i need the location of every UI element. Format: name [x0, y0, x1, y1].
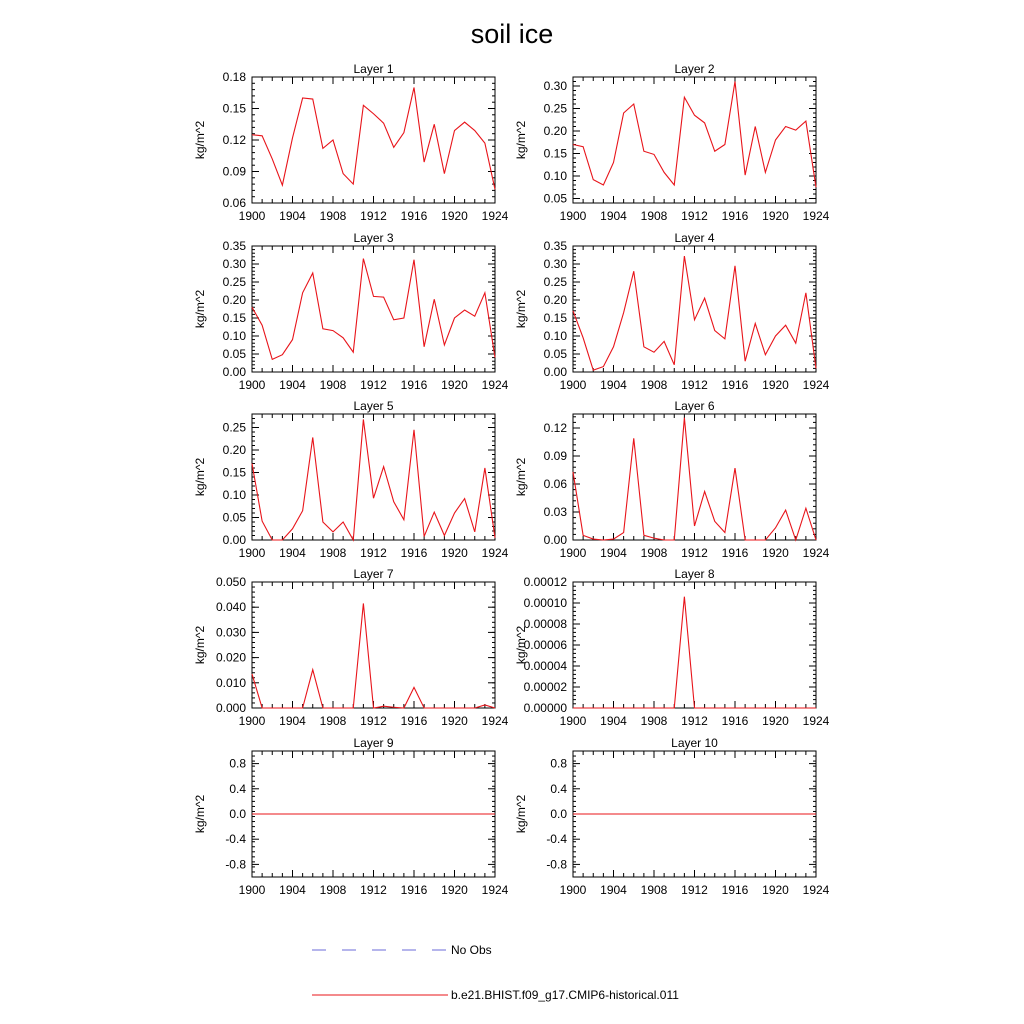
x-tick-label: 1916 — [721, 714, 749, 728]
y-tick-label: -0.4 — [546, 832, 567, 847]
y-tick-label: 0.30 — [543, 257, 567, 271]
y-tick-label: 0.00002 — [523, 680, 567, 694]
y-tick-label: 0.06 — [222, 196, 246, 210]
panel-title: Layer 1 — [353, 62, 394, 76]
y-tick-label: -0.8 — [225, 857, 246, 872]
x-tick-label: 1908 — [640, 883, 668, 897]
x-tick-label: 1920 — [441, 714, 468, 728]
x-tick-label: 1916 — [400, 209, 428, 223]
y-tick-label: 0.05 — [543, 191, 567, 206]
plot-frame — [252, 582, 495, 708]
y-tick-label: 0.05 — [222, 510, 246, 525]
x-tick-label: 1916 — [721, 883, 749, 897]
panel-layer-3 — [193, 231, 509, 392]
y-tick-label: -0.8 — [546, 857, 567, 872]
panel-title: Layer 2 — [674, 62, 715, 76]
x-tick-label: 1912 — [681, 209, 708, 223]
panels-group — [193, 62, 830, 897]
y-axis-label: kg/m^2 — [514, 625, 528, 665]
x-tick-label: 1904 — [279, 546, 306, 560]
chart-title: soil ice — [470, 19, 554, 49]
y-tick-label: 0.10 — [543, 329, 567, 343]
legend-model-label: b.e21.BHIST.f09_g17.CMIP6-historical.011 — [451, 988, 679, 1002]
series-line — [252, 259, 495, 360]
x-tick-label: 1924 — [802, 378, 830, 392]
series-line — [252, 603, 495, 708]
x-tick-label: 1908 — [319, 714, 347, 728]
x-tick-label: 1916 — [400, 883, 428, 897]
panel-title: Layer 9 — [353, 736, 394, 750]
y-tick-label: 0.00 — [222, 533, 246, 547]
y-axis-label: kg/m^2 — [193, 625, 207, 665]
series-line — [252, 419, 495, 540]
x-tick-label: 1904 — [600, 546, 627, 560]
y-tick-label: 0.00 — [222, 365, 246, 379]
y-tick-label: 0.050 — [215, 575, 246, 589]
y-tick-label: 0.05 — [222, 347, 246, 361]
x-tick-label: 1924 — [481, 378, 509, 392]
panel-title: Layer 6 — [674, 399, 715, 413]
y-tick-label: 0.25 — [543, 275, 567, 289]
y-tick-label: 0.10 — [222, 329, 246, 343]
plot-frame — [573, 246, 816, 372]
x-tick-label: 1900 — [238, 714, 266, 728]
x-tick-label: 1916 — [721, 209, 749, 223]
x-tick-label: 1900 — [559, 546, 587, 560]
y-axis-label: kg/m^2 — [193, 457, 207, 497]
y-tick-label: 0.10 — [543, 169, 567, 183]
y-tick-label: 0.15 — [222, 465, 246, 480]
plot-frame — [573, 77, 816, 203]
legend — [312, 943, 679, 1002]
panel-title: Layer 5 — [353, 399, 394, 413]
panel-layer-4 — [514, 231, 830, 392]
x-tick-label: 1904 — [279, 714, 306, 728]
y-tick-label: 0.12 — [222, 133, 246, 147]
x-tick-label: 1912 — [681, 883, 708, 897]
x-tick-label: 1908 — [319, 546, 347, 560]
x-tick-label: 1912 — [681, 546, 708, 560]
y-tick-label: 0.000 — [215, 701, 246, 715]
x-tick-label: 1924 — [481, 546, 509, 560]
series-line — [573, 597, 816, 708]
y-tick-label: 0.20 — [543, 124, 567, 138]
y-axis-label: kg/m^2 — [514, 120, 528, 160]
x-tick-label: 1916 — [400, 378, 428, 392]
x-tick-label: 1900 — [559, 378, 587, 392]
y-tick-label: -0.4 — [225, 832, 246, 847]
x-tick-label: 1920 — [441, 546, 468, 560]
panel-layer-6 — [514, 399, 830, 560]
y-tick-label: 0.15 — [543, 146, 567, 161]
y-tick-label: 0.15 — [543, 311, 567, 325]
y-tick-label: 0.010 — [215, 675, 246, 690]
y-axis-label: kg/m^2 — [514, 457, 528, 497]
y-tick-label: 0.00 — [543, 533, 567, 547]
y-tick-label: 0.25 — [222, 420, 246, 435]
x-tick-label: 1920 — [441, 883, 468, 897]
x-tick-label: 1912 — [360, 883, 387, 897]
y-tick-label: 0.20 — [543, 293, 567, 307]
x-tick-label: 1920 — [441, 378, 468, 392]
y-tick-label: 0.10 — [222, 488, 246, 502]
plot-frame — [252, 414, 495, 540]
y-tick-label: 0.25 — [222, 275, 246, 289]
x-tick-label: 1900 — [238, 209, 266, 223]
x-tick-label: 1912 — [360, 714, 387, 728]
panel-layer-10 — [514, 736, 830, 897]
x-tick-label: 1904 — [600, 714, 627, 728]
x-tick-label: 1900 — [559, 209, 587, 223]
panel-title: Layer 3 — [353, 231, 394, 245]
y-tick-label: 0.09 — [543, 449, 567, 463]
x-tick-label: 1912 — [681, 714, 708, 728]
y-tick-label: 0.00004 — [523, 659, 567, 673]
x-tick-label: 1904 — [600, 883, 627, 897]
x-tick-label: 1900 — [238, 378, 266, 392]
y-axis-label: kg/m^2 — [514, 794, 528, 834]
x-tick-label: 1916 — [721, 378, 749, 392]
y-tick-label: 0.35 — [543, 239, 567, 253]
y-tick-label: 0.8 — [229, 756, 246, 771]
panel-layer-5 — [193, 399, 509, 560]
y-tick-label: 0.0 — [550, 807, 567, 821]
x-tick-label: 1912 — [681, 378, 708, 392]
y-tick-label: 0.00006 — [523, 638, 567, 652]
y-tick-label: 0.4 — [550, 781, 567, 796]
y-tick-label: 0.00000 — [523, 701, 567, 715]
x-tick-label: 1908 — [640, 714, 668, 728]
panel-title: Layer 4 — [674, 231, 715, 245]
y-tick-label: 0.18 — [222, 70, 246, 84]
x-tick-label: 1912 — [360, 546, 387, 560]
y-axis-label: kg/m^2 — [193, 794, 207, 834]
series-line — [252, 88, 495, 190]
x-tick-label: 1924 — [802, 546, 830, 560]
x-tick-label: 1908 — [640, 546, 668, 560]
panel-layer-7 — [193, 567, 509, 728]
y-tick-label: 0.20 — [222, 293, 246, 307]
y-tick-label: 0.00010 — [523, 596, 567, 610]
y-tick-label: 0.020 — [215, 650, 246, 665]
y-tick-label: 0.03 — [543, 505, 567, 519]
y-tick-label: 0.09 — [222, 164, 246, 179]
x-tick-label: 1924 — [481, 209, 509, 223]
panel-layer-8 — [514, 567, 830, 728]
x-tick-label: 1904 — [600, 209, 627, 223]
x-tick-label: 1916 — [400, 714, 428, 728]
x-tick-label: 1920 — [762, 378, 789, 392]
x-tick-label: 1924 — [802, 883, 830, 897]
x-tick-label: 1924 — [802, 714, 830, 728]
x-tick-label: 1900 — [238, 883, 266, 897]
panel-title: Layer 8 — [674, 567, 715, 581]
plot-frame — [252, 77, 495, 203]
x-tick-label: 1900 — [559, 883, 587, 897]
panel-title: Layer 10 — [671, 736, 718, 750]
y-tick-label: 0.30 — [222, 257, 246, 271]
legend-no-obs-label: No Obs — [451, 943, 492, 957]
y-tick-label: 0.15 — [222, 311, 246, 325]
x-tick-label: 1904 — [279, 883, 306, 897]
x-tick-label: 1920 — [441, 209, 468, 223]
x-tick-label: 1920 — [762, 546, 789, 560]
x-tick-label: 1908 — [319, 378, 347, 392]
y-tick-label: 0.05 — [543, 347, 567, 361]
y-tick-label: 0.35 — [222, 239, 246, 253]
x-tick-label: 1908 — [319, 209, 347, 223]
x-tick-label: 1912 — [360, 378, 387, 392]
plot-frame — [573, 582, 816, 708]
y-tick-label: 0.4 — [229, 781, 246, 796]
x-tick-label: 1904 — [279, 378, 306, 392]
y-tick-label: 0.030 — [215, 625, 246, 640]
panel-layer-9 — [193, 736, 509, 897]
x-tick-label: 1908 — [319, 883, 347, 897]
x-tick-label: 1924 — [481, 883, 509, 897]
y-tick-label: 0.00008 — [523, 617, 567, 631]
x-tick-label: 1900 — [238, 546, 266, 560]
y-tick-label: 0.30 — [543, 79, 567, 93]
y-tick-label: 0.06 — [543, 477, 567, 491]
x-tick-label: 1904 — [600, 378, 627, 392]
y-tick-label: 0.00 — [543, 365, 567, 379]
series-line — [573, 418, 816, 540]
x-tick-label: 1916 — [400, 546, 428, 560]
x-tick-label: 1908 — [640, 378, 668, 392]
y-axis-label: kg/m^2 — [193, 120, 207, 160]
series-line — [573, 256, 816, 370]
y-tick-label: 0.040 — [215, 600, 246, 615]
y-tick-label: 0.12 — [543, 421, 567, 435]
x-tick-label: 1904 — [279, 209, 306, 223]
y-axis-label: kg/m^2 — [514, 289, 528, 329]
y-tick-label: 0.15 — [222, 101, 246, 116]
y-tick-label: 0.00012 — [523, 575, 567, 589]
x-tick-label: 1924 — [802, 209, 830, 223]
y-tick-label: 0.25 — [543, 101, 567, 116]
x-tick-label: 1920 — [762, 209, 789, 223]
x-tick-label: 1916 — [721, 546, 749, 560]
x-tick-label: 1912 — [360, 209, 387, 223]
series-line — [573, 82, 816, 188]
panel-layer-2 — [514, 62, 830, 223]
x-tick-label: 1908 — [640, 209, 668, 223]
plot-frame — [252, 246, 495, 372]
x-tick-label: 1900 — [559, 714, 587, 728]
y-axis-label: kg/m^2 — [193, 289, 207, 329]
panel-title: Layer 7 — [353, 567, 394, 581]
y-tick-label: 0.8 — [550, 756, 567, 771]
panel-layer-1 — [193, 62, 509, 223]
x-tick-label: 1920 — [762, 714, 789, 728]
y-tick-label: 0.20 — [222, 443, 246, 457]
y-tick-label: 0.0 — [229, 807, 246, 821]
x-tick-label: 1920 — [762, 883, 789, 897]
x-tick-label: 1924 — [481, 714, 509, 728]
